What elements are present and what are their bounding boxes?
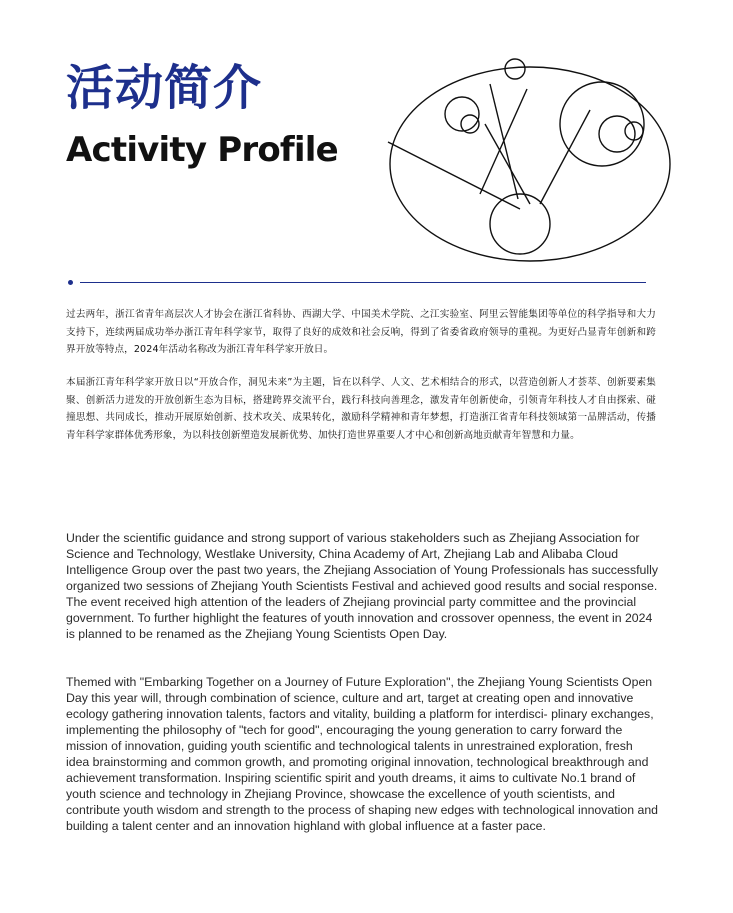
- intro-paragraph-en-2: Themed with "Embarking Together on a Journey of Future Exploration", the Zhejiang Young Scientists Open Day this year will, through combination of science, culture and art, target at creating open and innovative ecology gathering innovation talents, factors and vitality, building a platform for interdisci- plinary exchanges, implementing the philosophy of "tech for good", encouraging the young generation to carry forward the mission of innovation, guiding youth scientific and technological talents in unrestrained exploration, fresh idea brainstorming and common growth, and promoting original innovation, technological breakthrough and achievement transformation. Inspiring scientific spirit and youth dreams, it aims to cultivate No.1 brand of youth science and technology in Zhejiang Province, showcase the excellence of youth scientists, and contribute youth wisdom and strength to the process of shaping new edges with technological innovation and building a talent center and an innovation highland with global influence at a faster pace.: [66, 675, 658, 833]
- section-divider: [80, 282, 646, 283]
- orbit-line-e: [480, 89, 527, 194]
- planet-small-top: [505, 59, 525, 79]
- page-title-english: Activity Profile: [66, 130, 338, 170]
- intro-paragraph-en-1: Under the scientific guidance and strong support of various stakeholders such as Zhejiang Association for Science and Technology, Westlake University, China Academy of Art, Zhejiang Lab and Alibaba Cloud Intelligence Group over the past two years, the Zhejiang Association of Young Professionals has successfully organized two sessions of Zhejiang Youth Scientists Festival and achieved good results and social response. The event received high attention of the leaders of Zhejiang provincial party committee and the provincial government. To further highlight the features of youth innovation and crossover openness, the event in 2024 is planned to be renamed as the Zhejiang Young Scientists Open Day.: [66, 531, 658, 641]
- orbit-circles-icon: [380, 54, 680, 264]
- planet-cluster-a: [445, 97, 479, 131]
- orbit-line-d: [540, 110, 590, 204]
- intro-paragraph-cn-1: 过去两年，浙江省青年高层次人才协会在浙江省科协、西湖大学、中国美术学院、之江实验室、阿里云智能集团等单位的科学指导和大力支持下，连续两届成功举办浙江青年科学家节，取得了良好的成效和社会反响，得到了省委省政府领导的重视。为更好凸显青年创新和跨界开放等特点，2024年活动名称改为浙江青年科学家开放日。: [66, 309, 656, 355]
- orbit-line-c: [485, 124, 530, 204]
- planet-right: [599, 116, 635, 152]
- intro-paragraph-cn-2: 本届浙江青年科学家开放日以“开放合作，洞见未来”为主题，旨在以科学、人文、艺术相结合的形式，以营造创新人才荟萃、创新要素集聚、创新活力迸发的开放创新生态为目标，搭建跨界交流平台，践行科技向善理念，激发青年创新使命，引领青年科技人才自由探索、碰撞思想、共同成长，推动开展原始创新、技术攻关、成果转化，激励科学精神和青年梦想，打造浙江省青年科技领域第一品牌活动，传播青年科学家群体优秀形象，为以科技创新塑造发展新优势、加快打造世界重要人才中心和创新高地贡献青年智慧和力量。: [66, 377, 656, 441]
- page-title-chinese: 活动简介: [66, 60, 263, 116]
- divider-dot: [68, 280, 73, 285]
